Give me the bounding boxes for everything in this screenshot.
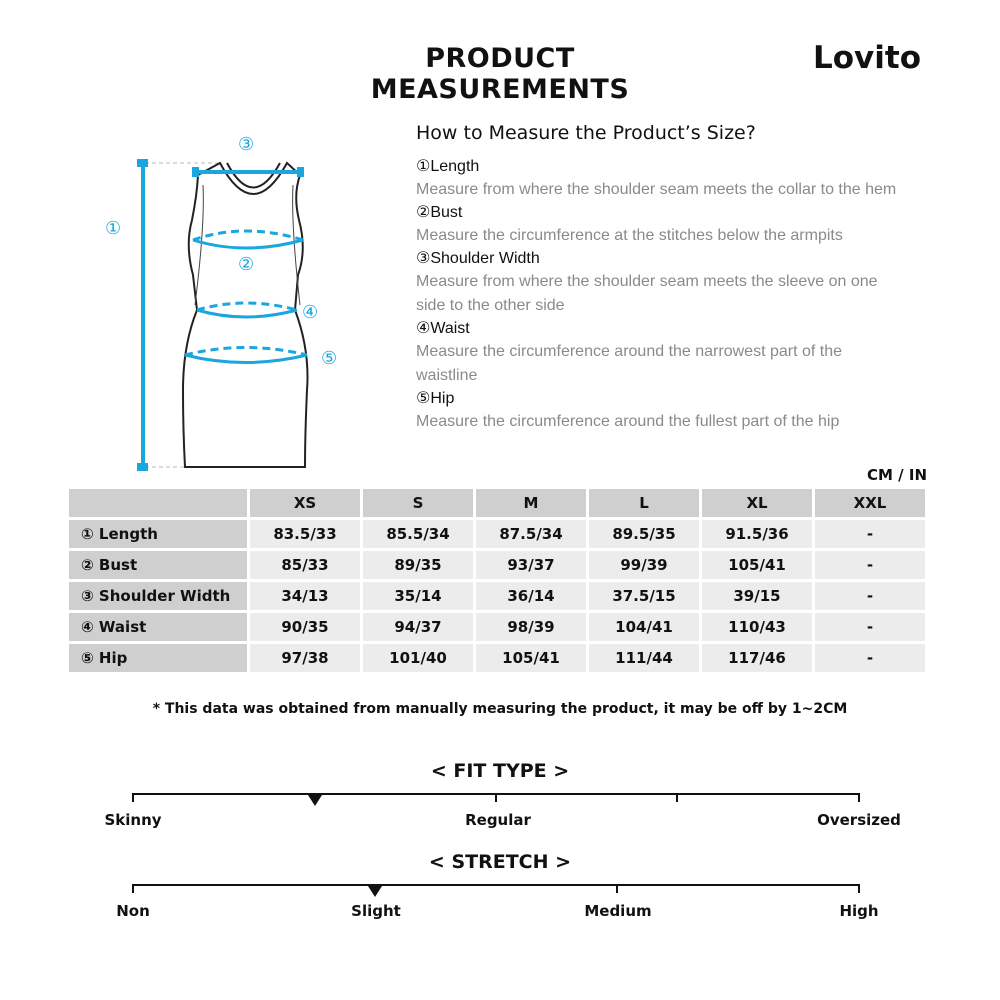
table-cell: - [815,613,925,641]
measure-guide [416,122,936,434]
table-row [69,613,925,641]
page-title: PRODUCT MEASUREMENTS [370,43,630,105]
guide-label: ③Shoulder Width [416,250,540,267]
row-label: ④ Waist [69,613,247,641]
stretch-label-slight: Slight [351,902,401,920]
table-header-row [69,489,925,517]
guide-item-hip [416,388,936,434]
stretch-label-non: Non [116,902,150,920]
stretch-title: < STRETCH > [428,851,572,873]
table-cell: 35/14 [363,582,473,610]
guide-item-length [416,156,936,202]
fit-tick [132,793,134,802]
guide-desc: Measure from where the shoulder seam meets the collar to the hem [416,181,897,198]
measurement-note: * This data was obtained from manually measuring the product, it may be off by 1~2CM [152,701,848,717]
length-bar [141,160,145,470]
guide-item-waist [416,318,936,388]
row-label: ⑤ Hip [69,644,247,672]
table-cell: 101/40 [363,644,473,672]
guide-label: ④Waist [416,320,470,337]
table-cell: 91.5/36 [702,520,812,548]
table-cell: 36/14 [476,582,586,610]
table-cell: 34/13 [250,582,360,610]
size-header: XXL [815,489,925,517]
size-header: L [589,489,699,517]
guide-item-shoulder [416,248,936,318]
table-row [69,644,925,672]
stretch-tick [132,884,134,893]
table-cell: 94/37 [363,613,473,641]
row-label: ① Length [69,520,247,548]
guide-desc: Measure the circumference around the narrowest part of the waistline [416,343,842,384]
table-cell: 83.5/33 [250,520,360,548]
stretch-tick [858,884,860,893]
row-label: ② Bust [69,551,247,579]
stretch-scale-line [133,884,860,886]
size-header: XS [250,489,360,517]
marker-waist: ④ [302,302,319,322]
size-table [66,486,928,675]
brand-logo: Lovito [812,40,921,76]
dress-diagram [95,130,365,480]
unit-label: CM / IN [867,466,927,484]
guide-label: ①Length [416,158,480,175]
table-cell: 98/39 [476,613,586,641]
table-cell: 105/41 [702,551,812,579]
table-cell: 37.5/15 [589,582,699,610]
fit-label-oversized: Oversized [817,811,901,829]
marker-shoulder: ③ [238,134,255,154]
table-cell: 39/15 [702,582,812,610]
row-label: ③ Shoulder Width [69,582,247,610]
stretch-label-medium: Medium [584,902,652,920]
table-cell: 85.5/34 [363,520,473,548]
fit-label-regular: Regular [465,811,531,829]
guide-desc: Measure the circumference around the fullest part of the hip [416,413,840,430]
fit-type-title: < FIT TYPE > [430,760,570,782]
table-cell: - [815,644,925,672]
guide-item-bust [416,202,936,248]
table-row [69,551,925,579]
guide-desc: Measure the circumference at the stitches below the armpits [416,227,843,244]
marker-bust: ② [238,254,255,274]
table-cell: 89/35 [363,551,473,579]
table-cell: 105/41 [476,644,586,672]
guide-label: ②Bust [416,204,463,221]
shoulder-bar [194,170,302,174]
table-cell: - [815,520,925,548]
size-header: XL [702,489,812,517]
fit-tick [858,793,860,802]
fit-marker-icon [308,795,322,806]
marker-length: ① [105,218,122,238]
marker-hip: ⑤ [321,348,338,368]
table-cell: - [815,582,925,610]
guide-title: How to Measure the Product’s Size? [416,122,756,144]
guide-desc: Measure from where the shoulder seam meets the sleeve on one side to the other side [416,273,878,314]
table-cell: 111/44 [589,644,699,672]
stretch-label-high: High [839,902,879,920]
table-cell: 110/43 [702,613,812,641]
table-cell: 90/35 [250,613,360,641]
guide-label: ⑤Hip [416,390,455,407]
size-header: S [363,489,473,517]
table-cell: 85/33 [250,551,360,579]
fit-tick [676,793,678,802]
table-cell: - [815,551,925,579]
table-cell: 87.5/34 [476,520,586,548]
table-row [69,582,925,610]
fit-label-skinny: Skinny [104,811,162,829]
table-cell: 99/39 [589,551,699,579]
dress-illustration [95,130,365,480]
table-cell: 117/46 [702,644,812,672]
table-cell: 97/38 [250,644,360,672]
table-cell: 104/41 [589,613,699,641]
table-cell: 89.5/35 [589,520,699,548]
table-row [69,520,925,548]
table-corner [69,489,247,517]
fit-tick [495,793,497,802]
size-header: M [476,489,586,517]
stretch-tick [616,884,618,893]
table-cell: 93/37 [476,551,586,579]
stretch-marker-icon [368,886,382,897]
